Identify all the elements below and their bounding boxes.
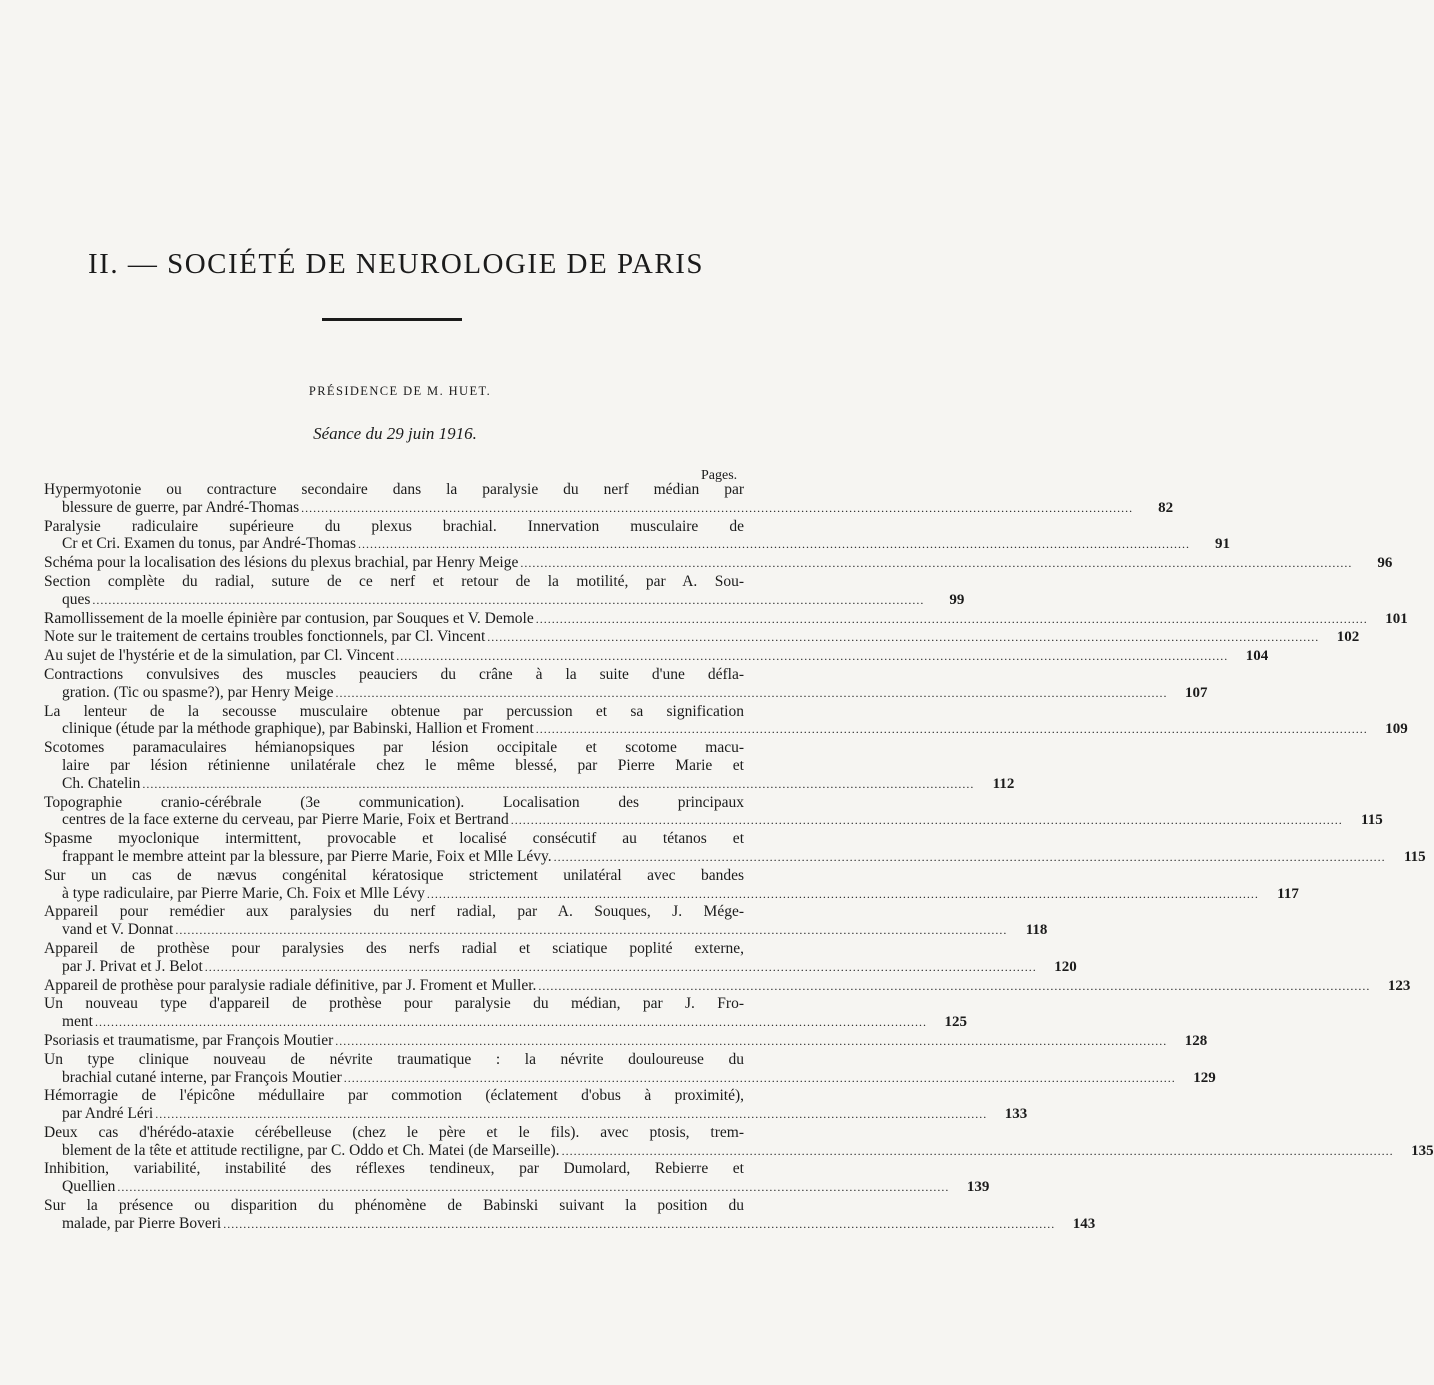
- toc-entry-line: [44, 976, 1411, 996]
- toc-page-number: 118: [1025, 922, 1048, 939]
- toc-entry-text: Ch. Chatelin: [62, 774, 141, 792]
- toc-entry-line: [44, 498, 1174, 518]
- toc-entry-line: [44, 1124, 744, 1142]
- toc-entry-text: par André Léri: [62, 1105, 154, 1123]
- toc-entry-line: [44, 666, 744, 684]
- presidence-line: PRÉSIDENCE DE M. HUET.: [308, 384, 492, 398]
- toc-page-number: 91: [1215, 536, 1231, 553]
- toc-entry-text: frappant le membre atteint par la blessure, par Pierre Marie, Foix et Mlle Lévy.: [62, 847, 552, 865]
- toc-page-number: 109: [1385, 721, 1408, 738]
- toc-entry: [44, 1160, 990, 1197]
- toc-entry: [44, 793, 1383, 831]
- toc-entry: [44, 481, 1174, 518]
- toc-entry-line: [44, 811, 1383, 830]
- toc-entry-line: [44, 794, 744, 812]
- toc-page-number: 107: [1184, 684, 1208, 701]
- toc-entry-line: [44, 1160, 744, 1178]
- toc-entry: [44, 1050, 1216, 1088]
- leader-dots: [155, 1106, 987, 1124]
- toc-entry-text: Schéma pour la localisation des lésions du plexus brachial, par Henry Meige: [44, 554, 519, 572]
- toc-entry-text: Au sujet de l'hystérie et de la simulation, par Cl. Vincent: [44, 647, 395, 665]
- toc-entry-text: blessure de guerre, par André-Thomas: [62, 498, 300, 516]
- toc-entry-text: Appareil de prothèse pour paralysies des nerfs radial et sciatique poplité externe,: [44, 939, 744, 957]
- toc-page-number: 143: [1072, 1215, 1096, 1232]
- leader-dots: [554, 849, 1386, 867]
- toc-entry-text: Appareil de prothèse pour paralysie radiale définitive, par J. Froment et Muller.: [44, 976, 537, 994]
- toc-entry-line: [44, 554, 1393, 573]
- toc-entry-text: Un type clinique nouveau de névrite traumatique : la névrite douloureuse du: [44, 1050, 744, 1068]
- toc-page-number: 115: [1361, 812, 1383, 829]
- toc-entry-text: brachial cutané interne, par François Moutier: [62, 1068, 342, 1086]
- toc-entry-text: blement de la tête et attitude rectiligne, par C. Oddo et Ch. Matei (de Marseille).: [62, 1141, 560, 1159]
- leader-dots: [396, 648, 1228, 666]
- toc-entry-line: [44, 609, 1408, 629]
- toc-entry-line: [44, 903, 744, 921]
- toc-page-number: 128: [1184, 1032, 1208, 1049]
- leader-dots: [95, 1014, 927, 1032]
- toc-page-number: 125: [944, 1014, 967, 1031]
- toc-entry-line: [44, 1068, 1216, 1088]
- leader-dots: [520, 555, 1352, 573]
- toc-entry: [44, 995, 967, 1032]
- toc-entry-line: [44, 1214, 1096, 1234]
- toc-entry: [44, 976, 1411, 996]
- toc-entry-line: [44, 1141, 1434, 1161]
- toc-entry-text: ques: [62, 590, 91, 608]
- toc-entry-line: [44, 1051, 744, 1069]
- toc-entry: [44, 903, 1048, 940]
- toc-entry-text: Spasme myoclonique intermittent, provocable et localisé consécutif au tétanos et: [44, 830, 744, 848]
- toc-entry-text: Scotomes paramaculaires hémianopsiques par lésion occipitale et scotome macu-: [44, 739, 744, 757]
- toc-entry-text: Cr et Cri. Examen du tonus, par André-Thomas: [62, 535, 357, 553]
- toc-entry-line: [44, 739, 744, 757]
- toc-entry: [44, 628, 1360, 647]
- pages-column-label: Pages.: [701, 468, 738, 483]
- toc-page-number: 115: [1403, 848, 1426, 865]
- toc-entry-line: [44, 884, 1299, 904]
- leader-dots: [536, 721, 1368, 739]
- toc-entry-line: [44, 774, 1015, 794]
- toc-entry-line: [44, 720, 1408, 739]
- leader-dots: [175, 922, 1007, 940]
- toc-entry-line: [44, 830, 744, 848]
- leader-dots: [538, 978, 1370, 996]
- toc-page-number: 120: [1054, 958, 1077, 975]
- seance-date: Séance du 29 juin 1916.: [313, 424, 477, 443]
- toc-entry-line: [44, 628, 1360, 647]
- toc-entry: [44, 1087, 1028, 1124]
- toc-entry-text: laire par lésion rétinienne unilatérale chez le même blessé, par Pierre Marie et: [62, 756, 744, 774]
- leader-dots: [92, 592, 924, 610]
- toc-page-number: 139: [966, 1179, 990, 1196]
- leader-dots: [335, 685, 1167, 703]
- toc-entry-text: Note sur le traitement de certains troubles fonctionnels, par Cl. Vincent: [44, 628, 486, 646]
- toc-entry-line: [44, 518, 744, 536]
- toc-entry-text: vand et V. Donnat: [62, 921, 174, 939]
- leader-dots: [223, 1216, 1055, 1234]
- toc-entry-text: ment: [62, 1013, 93, 1031]
- toc-entry-text: Un nouveau type d'appareil de prothèse pour paralysie du médian, par J. Fro-: [44, 995, 744, 1013]
- leader-dots: [487, 629, 1319, 647]
- toc-entry-text: Hypermyotonie ou contracture secondaire dans la paralysie du nerf médian par: [44, 481, 744, 498]
- toc-entry-line: [44, 535, 1231, 554]
- toc-page-number: 101: [1385, 610, 1408, 627]
- section-title: II. — SOCIÉTÉ DE NEUROLOGIE DE PARIS: [88, 248, 704, 280]
- leader-dots: [358, 536, 1190, 554]
- leader-dots: [301, 500, 1133, 518]
- toc-page-number: 133: [1004, 1106, 1028, 1123]
- toc-page-number: 82: [1158, 499, 1174, 516]
- toc-entry: [44, 739, 1015, 793]
- toc-entry: [44, 939, 1077, 977]
- toc-entry-text: Sur un cas de nævus congénital kératosique strictement unilatéral avec bandes: [44, 866, 744, 884]
- toc-entry-line: [44, 867, 744, 885]
- toc-entry-line: [44, 995, 744, 1013]
- toc-entry: [44, 830, 1426, 867]
- toc-entry-text: gration. (Tic ou spasme?), par Henry Meige: [62, 683, 334, 701]
- toc-entry-text: malade, par Pierre Boveri: [62, 1214, 222, 1232]
- toc-entry-text: centres de la face externe du cerveau, par Pierre Marie, Foix et Bertrand: [62, 811, 509, 829]
- toc-entry-line: [44, 757, 744, 775]
- toc-page-number: 117: [1277, 885, 1299, 902]
- toc-entry-line: [44, 957, 1077, 977]
- toc-entry-line: [44, 1105, 1028, 1124]
- toc-entry-text: Hémorragie de l'épicône médullaire par commotion (éclatement d'obus à proximité),: [44, 1087, 744, 1105]
- toc-entry: [44, 554, 1393, 573]
- toc-entry: [44, 665, 1208, 703]
- toc-entry: [44, 866, 1299, 904]
- toc-entry-line: [44, 940, 744, 958]
- toc-entry-line: [44, 1031, 1208, 1051]
- toc-entry-text: Appareil pour remédier aux paralysies du nerf radial, par A. Souques, J. Mége-: [44, 903, 744, 921]
- toc-entry: [44, 1123, 1434, 1161]
- toc-entry: [44, 609, 1408, 629]
- toc-page-number: 96: [1377, 555, 1393, 572]
- toc-entry-text: Quellien: [62, 1178, 116, 1196]
- toc-entry: [44, 647, 1269, 666]
- toc-entry-text: Topographie cranio-cérébrale (3e communication). Localisation des principaux: [44, 793, 744, 811]
- leader-dots: [536, 611, 1368, 629]
- title-rule: [322, 318, 462, 321]
- toc-page-number: 129: [1193, 1069, 1216, 1086]
- toc-entry-line: [44, 1087, 744, 1105]
- leader-dots: [562, 1143, 1394, 1161]
- toc-entry-text: Sur la présence ou disparition du phénomène de Babinski suivant la position du: [44, 1197, 744, 1215]
- toc-entry-line: [44, 683, 1208, 703]
- toc-entry: [44, 572, 965, 610]
- toc-entry: [44, 702, 1408, 740]
- toc-entry-line: [44, 573, 744, 591]
- toc-entry-line: [44, 1178, 990, 1197]
- toc-entry-text: à type radiculaire, par Pierre Marie, Ch. Foix et Mlle Lévy: [62, 884, 425, 902]
- toc-entry-text: Deux cas d'hérédo-ataxie cérébelleuse (chez le père et le fils). avec ptosis, trem-: [44, 1123, 744, 1141]
- toc-entry-text: Ramollissement de la moelle épinière par contusion, par Souques et V. Demole: [44, 609, 534, 627]
- toc-entry-line: [44, 647, 1269, 666]
- toc-page-number: 99: [949, 591, 965, 608]
- toc-entry-text: clinique (étude par la méthode graphique), par Babinski, Hallion et Froment: [62, 720, 534, 738]
- toc-entry: [44, 1031, 1208, 1051]
- toc-entry-text: La lenteur de la secousse musculaire obtenue par percussion et sa signification: [44, 702, 744, 720]
- toc-entry-line: [44, 1197, 744, 1215]
- table-of-contents: [44, 481, 1434, 1234]
- toc-entry-line: [44, 481, 744, 499]
- leader-dots: [335, 1033, 1167, 1051]
- toc-entry-text: Section complète du radial, suture de ce nerf et retour de la motilité, par A. Sou-: [44, 572, 744, 590]
- toc-entry-text: par J. Privat et J. Belot: [62, 957, 203, 975]
- toc-page-number: 123: [1387, 977, 1411, 994]
- toc-page-number: 104: [1245, 648, 1269, 665]
- leader-dots: [142, 776, 974, 794]
- leader-dots: [117, 1179, 949, 1197]
- toc-page-number: 102: [1336, 629, 1360, 646]
- toc-entry: [44, 1197, 1096, 1234]
- toc-entry-line: [44, 921, 1048, 940]
- toc-entry-line: [44, 1013, 967, 1032]
- leader-dots: [344, 1070, 1176, 1088]
- leader-dots: [427, 886, 1259, 904]
- toc-entry-line: [44, 590, 965, 610]
- toc-entry-text: Psoriasis et traumatisme, par François Moutier: [44, 1031, 334, 1049]
- toc-page-number: 112: [992, 775, 1015, 792]
- leader-dots: [205, 959, 1037, 977]
- toc-page-number: 135: [1411, 1142, 1434, 1159]
- leader-dots: [511, 812, 1343, 830]
- toc-entry: [44, 517, 1231, 555]
- toc-entry-line: [44, 703, 744, 721]
- toc-entry-text: Paralysie radiculaire supérieure du plexus brachial. Innervation musculaire de: [44, 517, 744, 535]
- toc-entry-text: Inhibition, variabilité, instabilité des réflexes tendineux, par Dumolard, Rebierre et: [44, 1160, 744, 1178]
- toc-entry-line: [44, 847, 1426, 867]
- toc-entry-text: Contractions convulsives des muscles peauciers du crâne à la suite d'une défla-: [44, 665, 744, 683]
